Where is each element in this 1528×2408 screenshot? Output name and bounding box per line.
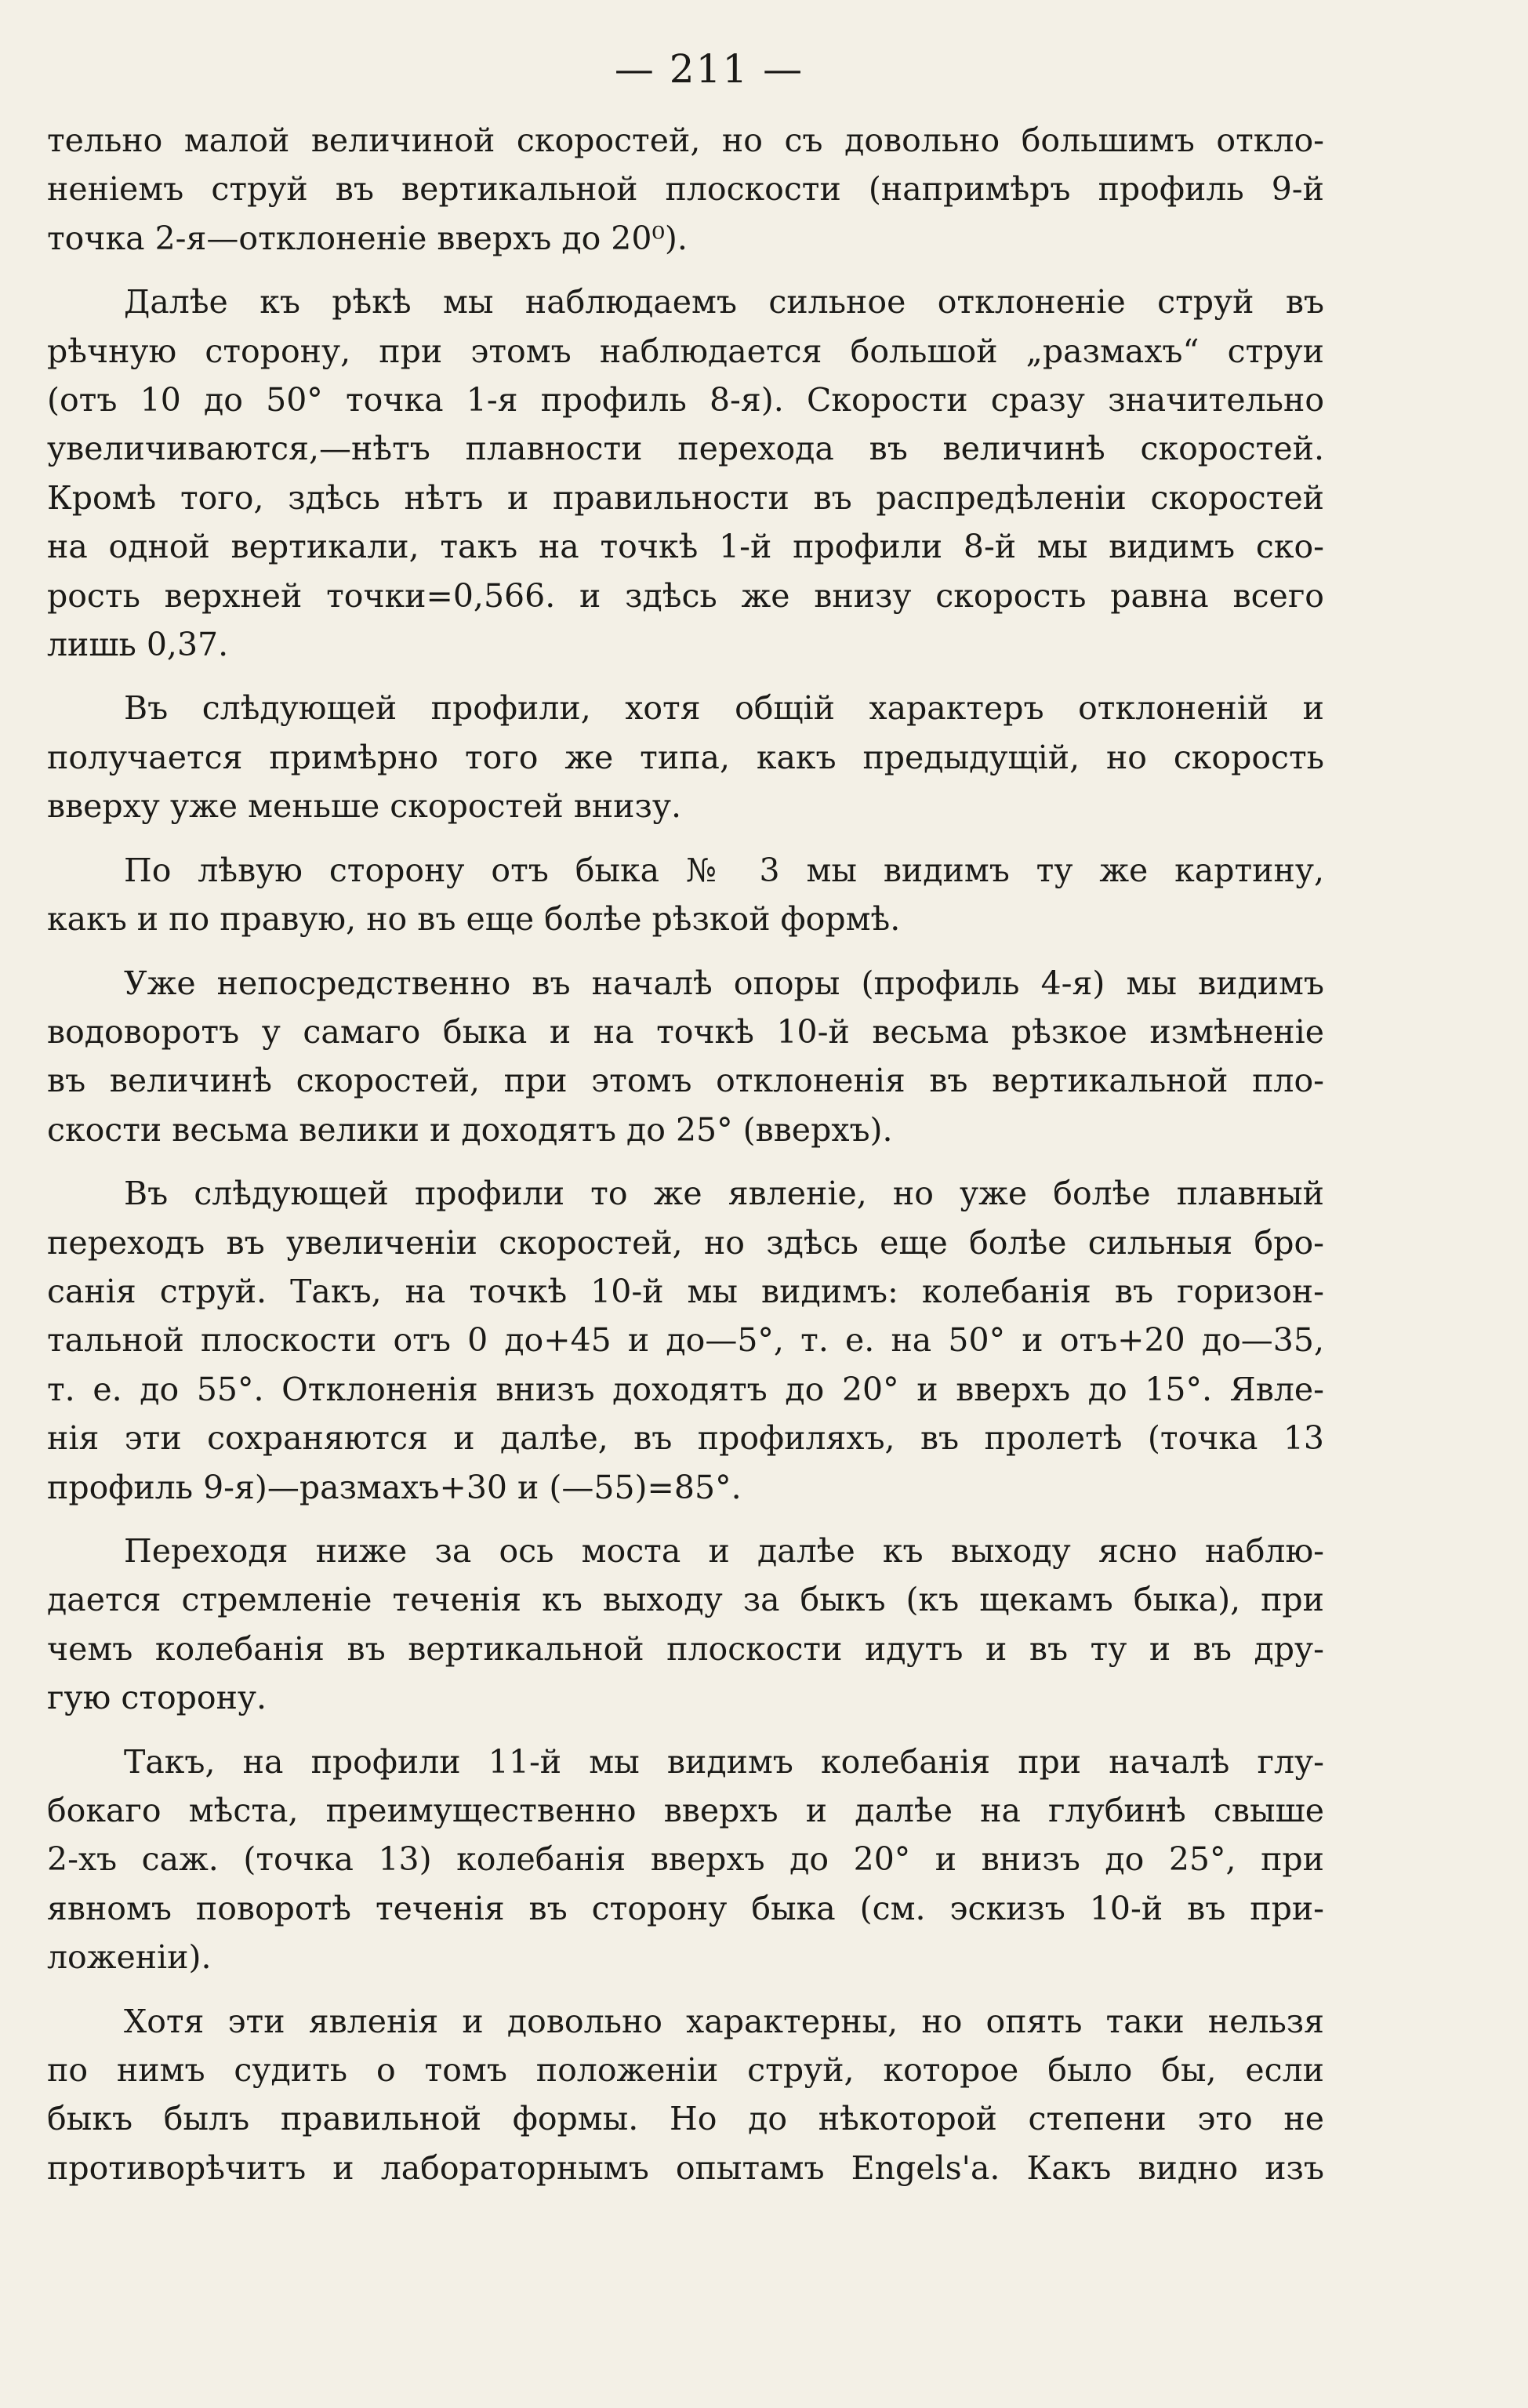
paragraph [47, 1997, 1324, 2193]
text-line: рѣчную сторону, при этомъ наблюдается большой „размахъ“ струи [47, 332, 1324, 370]
text-line: бокаго мѣста, преимущественно вверхъ и далѣе на глубинѣ свыше [47, 1792, 1324, 1829]
text-line: Далѣе къ рѣкѣ мы наблюдаемъ сильное отклоненiе струй въ [124, 283, 1324, 321]
paragraph [47, 684, 1324, 830]
text-line: водоворотъ у самаго быка и на точкѣ 10-й весьма рѣзкое измѣненiе [47, 1012, 1324, 1051]
paragraph [47, 278, 1324, 669]
page-number: — 211 — [614, 46, 804, 92]
text-line: переходъ въ увеличенiи скоростей, но здѣсь еще болѣе сильныя бро- [47, 1223, 1324, 1262]
text-line: на одной вертикали, такъ на точкѣ 1-й профили 8-й мы видимъ ско- [47, 528, 1324, 566]
text-line: санiя струй. Такъ, на точкѣ 10-й мы видимъ: колебанiя въ горизон- [47, 1272, 1324, 1310]
text-line: Такъ, на профили 11-й мы видимъ колебанiя при началѣ глу- [124, 1742, 1324, 1781]
text-line: 2-хъ саж. (точка 13) колебанiя вверхъ до 20° и внизъ до 25°, при [47, 1840, 1324, 1879]
text-line: по нимъ судить о томъ положенiи струй, которое было бы, если [47, 2051, 1324, 2090]
text-line: быкъ былъ правильной формы. Но до нѣкоторой степени это не [47, 2100, 1324, 2138]
text-line: точка 2-я—отклоненiе вверхъ до 20⁰). [47, 219, 688, 257]
text-line: ненiемъ струй въ вертикальной плоскости (напримѣръ профиль 9-й [47, 170, 1324, 209]
text-line: гую сторону. [47, 1679, 267, 1717]
text-line: Въ слѣдующей профили то же явленiе, но уже болѣе плавный [124, 1175, 1324, 1213]
text-line: (отъ 10 до 50° точка 1-я профиль 8-я). Скорости сразу значительно [47, 381, 1324, 419]
text-line: нiя эти сохраняются и далѣе, въ профиляхъ, въ пролетѣ (точка 13 [47, 1419, 1324, 1458]
text-line: увеличиваются,—нѣтъ плавности перехода въ величинѣ скоростей. [47, 430, 1324, 468]
text-line: скости весьма велики и доходятъ до 25° (вверхъ). [47, 1110, 893, 1149]
text-line: Переходя ниже за ось моста и далѣе къ выходу ясно наблю- [124, 1531, 1324, 1570]
paragraph [47, 1169, 1324, 1512]
paragraph [47, 116, 1324, 263]
paragraph [47, 959, 1324, 1155]
text-line: тальной плоскости отъ 0 до+45 и до—5°, т. е. на 50° и отъ+20 до—35, [47, 1321, 1324, 1360]
text-line: Кромѣ того, здѣсь нѣтъ и правильности въ распредѣленiи скоростей [47, 478, 1324, 517]
text-line: въ величинѣ скоростей, при этомъ отклоненiя въ вертикальной пло- [47, 1062, 1324, 1100]
text-line: явномъ поворотѣ теченiя въ сторону быка (см. эскизъ 10-й въ при- [47, 1889, 1324, 1927]
paragraph [47, 846, 1324, 944]
text-line: рость верхней точки=0,566. и здѣсь же внизу скорость равна всего [47, 576, 1324, 615]
text-line: Въ слѣдующей профили, хотя общiй характеръ отклоненiй и [124, 689, 1324, 728]
text-line: получается примѣрно того же типа, какъ предыдущiй, но скорость [47, 738, 1324, 776]
paragraph [47, 1527, 1324, 1723]
text-line: какъ и по правую, но въ еще болѣе рѣзкой формѣ. [47, 900, 901, 939]
text-line: Хотя эти явленiя и довольно характерны, но опять таки нельзя [124, 2002, 1324, 2040]
text-line: профиль 9-я)—размахъ+30 и (—55)=85°. [47, 1468, 742, 1506]
text-line: дается стремленiе теченiя къ выходу за быкъ (къ щекамъ быка), при [47, 1581, 1324, 1619]
text-line: Уже непосредственно въ началѣ опоры (профиль 4-я) мы видимъ [124, 964, 1324, 1002]
text-line: ложенiи). [47, 1938, 212, 1977]
page-body [47, 116, 1324, 2192]
text-line: т. е. до 55°. Отклоненiя внизъ доходятъ до 20° и вверхъ до 15°. Явле- [47, 1370, 1324, 1408]
paragraph [47, 1738, 1324, 1982]
text-line: противорѣчитъ и лабораторнымъ опытамъ Engels'а. Какъ видно изъ [47, 2148, 1324, 2187]
text-line: лишь 0,37. [47, 626, 229, 664]
text-line: По лѣвую сторону отъ быка № 3 мы видимъ ту же картину, [124, 851, 1324, 889]
text-line: чемъ колебанiя въ вертикальной плоскости идутъ и въ ту и въ дру- [47, 1629, 1324, 1668]
text-line: тельно малой величиной скоростей, но съ довольно большимъ откло- [47, 122, 1324, 159]
text-line: вверху уже меньше скоростей внизу. [47, 787, 682, 826]
